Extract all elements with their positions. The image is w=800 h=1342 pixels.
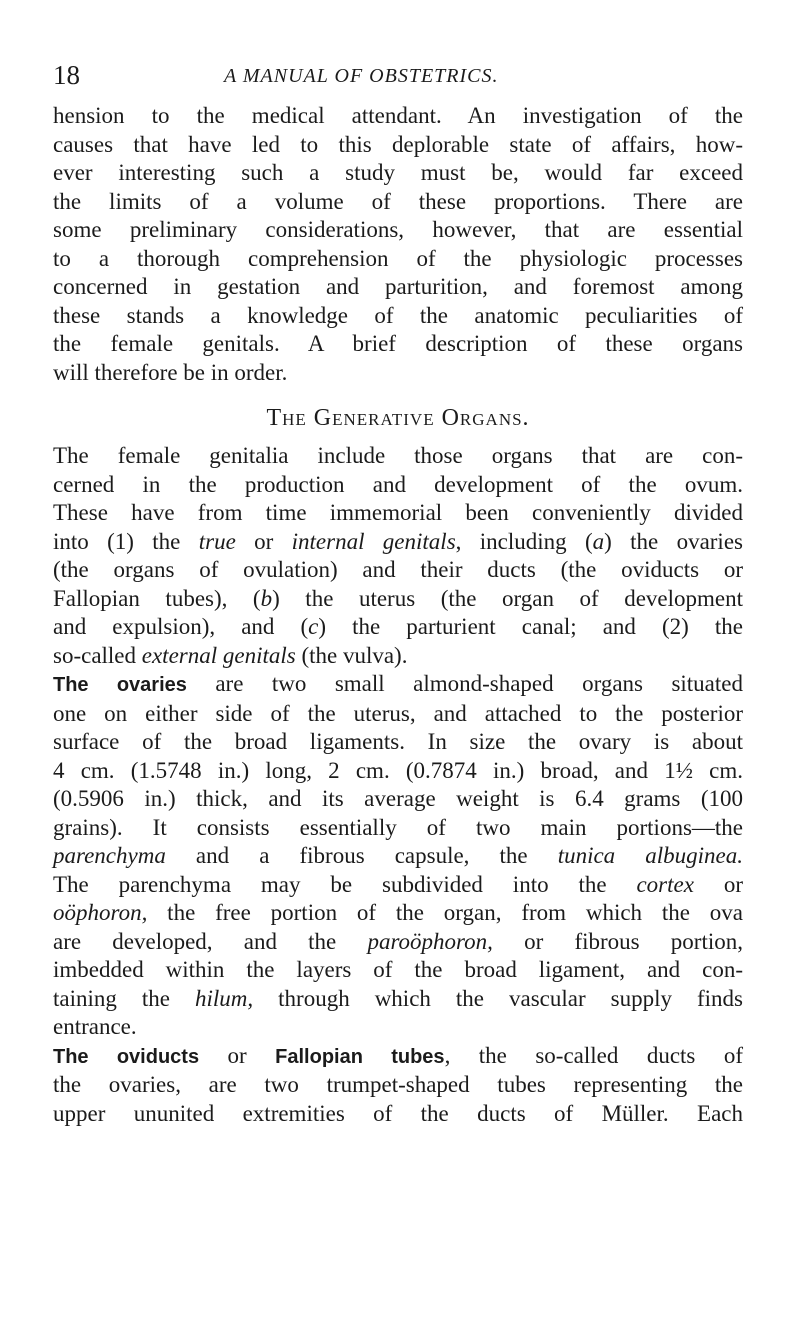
text-run: ) the uterus (the organ of development bbox=[272, 585, 743, 611]
letter-b: b bbox=[260, 585, 273, 611]
text-run: ) the ovaries bbox=[604, 528, 743, 554]
lead-term-oviducts: The oviducts bbox=[53, 1045, 200, 1068]
intro-paragraph bbox=[53, 102, 743, 387]
letter-c: c bbox=[308, 614, 319, 639]
text-line: cerned in the production and development of the ovum. bbox=[53, 471, 743, 497]
text-line bbox=[53, 642, 743, 671]
text-run: the free portion of the organ, from which the ova bbox=[147, 900, 743, 925]
text-line: surface of the broad ligaments. In size the ovary is about bbox=[53, 729, 743, 754]
text-run: into (1) the bbox=[53, 528, 199, 554]
term-parenchyma: parenchyma bbox=[53, 843, 166, 868]
page-number: 18 bbox=[53, 60, 80, 90]
letter-a: a bbox=[592, 528, 605, 554]
text-line: to a thorough comprehension of the physiologic processes bbox=[53, 245, 743, 271]
text-line: grains). It consists essentially of two main portions—the bbox=[53, 814, 743, 840]
text-line: imbedded within the layers of the broad ligament, and con- bbox=[53, 957, 743, 982]
text-run: , the so-called ducts of bbox=[444, 1042, 743, 1068]
text-run: or fibrous portion, bbox=[492, 928, 743, 954]
term-internal-genitals: internal genitals bbox=[291, 528, 456, 554]
text-line: ever interesting such a study must be, would far exceed bbox=[53, 160, 743, 185]
term-oophoron: oöphoron, bbox=[53, 900, 148, 925]
text-line: (the organs of ovulation) and their ducts (the oviducts or bbox=[53, 557, 743, 582]
text-run: so-called bbox=[53, 642, 142, 668]
text-run: (the vulva). bbox=[295, 642, 408, 668]
lead-term-ovaries: The ovaries bbox=[53, 674, 187, 696]
text-line: (0.5906 in.) thick, and its average weight is 6.4 grams (100 bbox=[53, 786, 743, 811]
book-page bbox=[53, 58, 743, 1128]
text-line: the ovaries, are two trumpet-shaped tubes representing the bbox=[53, 1072, 743, 1097]
running-head bbox=[53, 58, 743, 102]
text-line: the female genitals. A brief description of these organs bbox=[53, 331, 743, 356]
text-line bbox=[53, 871, 743, 900]
term-tunica-albuginea: tunica albuginea. bbox=[557, 843, 743, 868]
text-line bbox=[53, 985, 743, 1014]
text-run: The parenchyma may be subdivided into the bbox=[53, 871, 637, 897]
section-heading: The Generative Organs. bbox=[266, 405, 530, 431]
text-run: are two small almond-shaped organs situated bbox=[186, 671, 743, 696]
ovaries-paragraph bbox=[53, 670, 743, 1042]
text-run: or bbox=[693, 871, 743, 897]
text-line: entrance. bbox=[53, 1014, 137, 1039]
term-true: true bbox=[198, 528, 236, 554]
text-run: or bbox=[199, 1042, 276, 1068]
text-line: 4 cm. (1.5748 in.) long, 2 cm. (0.7874 in.) broad, and 1½ cm. bbox=[53, 757, 743, 783]
oviducts-paragraph bbox=[53, 1042, 743, 1129]
text-run: Fallopian tubes), ( bbox=[53, 585, 261, 611]
text-line: hension to the medical attendant. An investigation of the bbox=[53, 103, 743, 128]
lead-term-fallopian-tubes: Fallopian tubes bbox=[275, 1045, 445, 1068]
running-title: A MANUAL OF OBSTETRICS. bbox=[224, 65, 499, 87]
text-line: the limits of a volume of these proportions. There are bbox=[53, 188, 743, 214]
text-line: these stands a knowledge of the anatomic peculiarities of bbox=[53, 302, 743, 328]
text-run: are developed, and the bbox=[53, 928, 368, 954]
text-run: or bbox=[235, 528, 292, 554]
text-line bbox=[53, 842, 743, 871]
term-paroophoron: paroöphoron, bbox=[367, 928, 493, 954]
text-line: upper ununited extremities of the ducts of Müller. Each bbox=[53, 1100, 743, 1126]
body-text bbox=[53, 102, 743, 1128]
text-line bbox=[53, 928, 743, 957]
text-line: some preliminary considerations, however, that are essential bbox=[53, 217, 743, 242]
text-line bbox=[53, 670, 743, 700]
text-run: and a fibrous capsule, the bbox=[165, 843, 558, 868]
text-line bbox=[53, 899, 743, 928]
text-line bbox=[53, 585, 743, 614]
text-run: ) the parturient canal; and (2) the bbox=[318, 614, 743, 639]
text-run: and expulsion), and ( bbox=[53, 614, 309, 639]
text-line bbox=[53, 528, 743, 557]
term-external-genitals: external genitals bbox=[141, 642, 296, 668]
term-hilum: hilum, bbox=[195, 985, 254, 1011]
text-line: one on either side of the uterus, and attached to the posterior bbox=[53, 700, 743, 726]
text-line: will therefore be in order. bbox=[53, 359, 288, 385]
genitalia-paragraph bbox=[53, 442, 743, 670]
text-line: concerned in gestation and parturition, and foremost among bbox=[53, 274, 743, 299]
term-cortex: cortex bbox=[636, 871, 694, 897]
text-line: causes that have led to this deplorable state of affairs, how- bbox=[53, 131, 743, 157]
text-line: These have from time immemorial been conveniently divided bbox=[53, 500, 743, 525]
text-line bbox=[53, 613, 743, 642]
text-line bbox=[53, 1042, 743, 1072]
text-line: The female genitalia include those organs that are con- bbox=[53, 443, 743, 468]
text-run: through which the vascular supply finds bbox=[253, 985, 743, 1011]
text-run: , including ( bbox=[455, 528, 593, 554]
text-run: taining the bbox=[53, 985, 195, 1011]
